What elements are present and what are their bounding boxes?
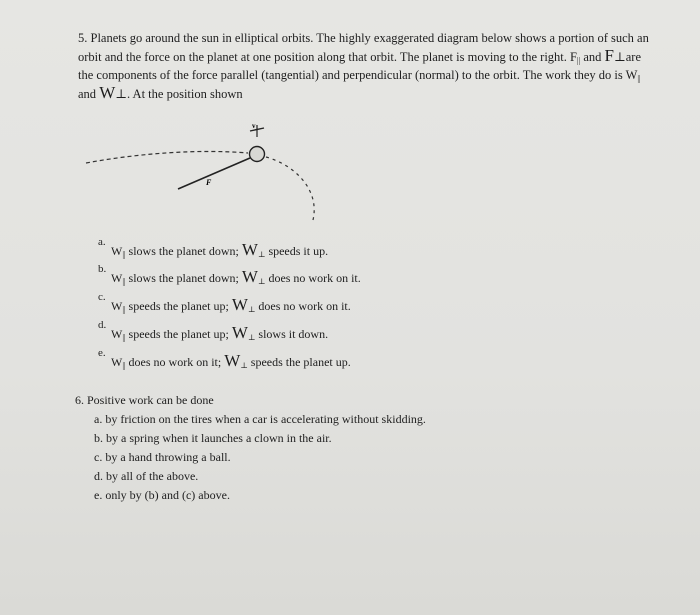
- q5-text-3: the components of the force parallel (tangential) and perpendicular (normal) to the orbit. The work they do is W: [78, 68, 638, 82]
- planet: [250, 147, 265, 162]
- q5-text-2b: and: [580, 50, 605, 64]
- q5-text-2c: are: [625, 50, 641, 64]
- option-letter: c.: [98, 291, 106, 303]
- q5-line-2: [78, 48, 641, 69]
- force-symbol: F: [604, 46, 614, 65]
- option-letter: a.: [98, 236, 106, 248]
- q5-option-e: $W_{||}$ does no work on it; $W_\perp$ speeds the planet up.: [111, 351, 351, 370]
- q6-option-b: b. by a spring when it launches a clown in the air.: [94, 431, 332, 445]
- q6-option-d: d. by all of the above.: [94, 469, 199, 483]
- work-symbol: W: [99, 83, 116, 102]
- q6-stem: 6. Positive work can be done: [75, 393, 214, 407]
- parallel-subscript: ||: [637, 74, 641, 83]
- q5-option-c: $W_{||}$ speeds the planet up; $W_\perp$ does no work on it.: [111, 295, 351, 314]
- f-label: F: [206, 178, 212, 187]
- parallel-subscript: ||: [576, 56, 581, 65]
- q5-line-1: [78, 30, 649, 46]
- q5-option-a: $W_{||}$ slows the planet down; $W_\perp$ speeds it up.: [111, 240, 329, 259]
- q5-text-2a: orbit and the force on the planet at one position along that orbit. The planet is moving to the right. F: [78, 50, 577, 64]
- q5-option-d: $W_{||}$ speeds the planet up; $W_\perp$ slows it down.: [111, 323, 329, 342]
- q6-option-c: c. by a hand throwing a ball.: [94, 450, 231, 464]
- q6-option-a: a. by friction on the tires when a car is accelerating without skidding.: [94, 412, 426, 426]
- q5-text-4a: and: [78, 87, 100, 101]
- q6-option-e: e. only by (b) and (c) above.: [94, 488, 230, 502]
- perp-subscript: ⊥: [115, 87, 127, 101]
- force-arrow: [178, 158, 250, 189]
- q5-text-1: 5. Planets go around the sun in elliptical orbits. The highly exaggerated diagram below shows a portion of such an: [78, 31, 649, 45]
- q5-line-4: [78, 85, 243, 102]
- orbit-diagram: [80, 115, 340, 225]
- orbit-path-left: [86, 151, 248, 163]
- option-letter: b.: [98, 263, 107, 275]
- q5-option-b: $W_{||}$ slows the planet down; $W_\perp$ does no work on it.: [111, 267, 361, 286]
- option-letter: d.: [98, 319, 107, 331]
- q5-text-4b: . At the position shown: [127, 87, 243, 101]
- q5-line-3: [78, 67, 641, 87]
- v-label: v: [252, 122, 256, 130]
- perp-subscript: ⊥: [613, 50, 626, 64]
- option-letter: e.: [98, 347, 106, 359]
- orbit-path-right: [266, 157, 314, 220]
